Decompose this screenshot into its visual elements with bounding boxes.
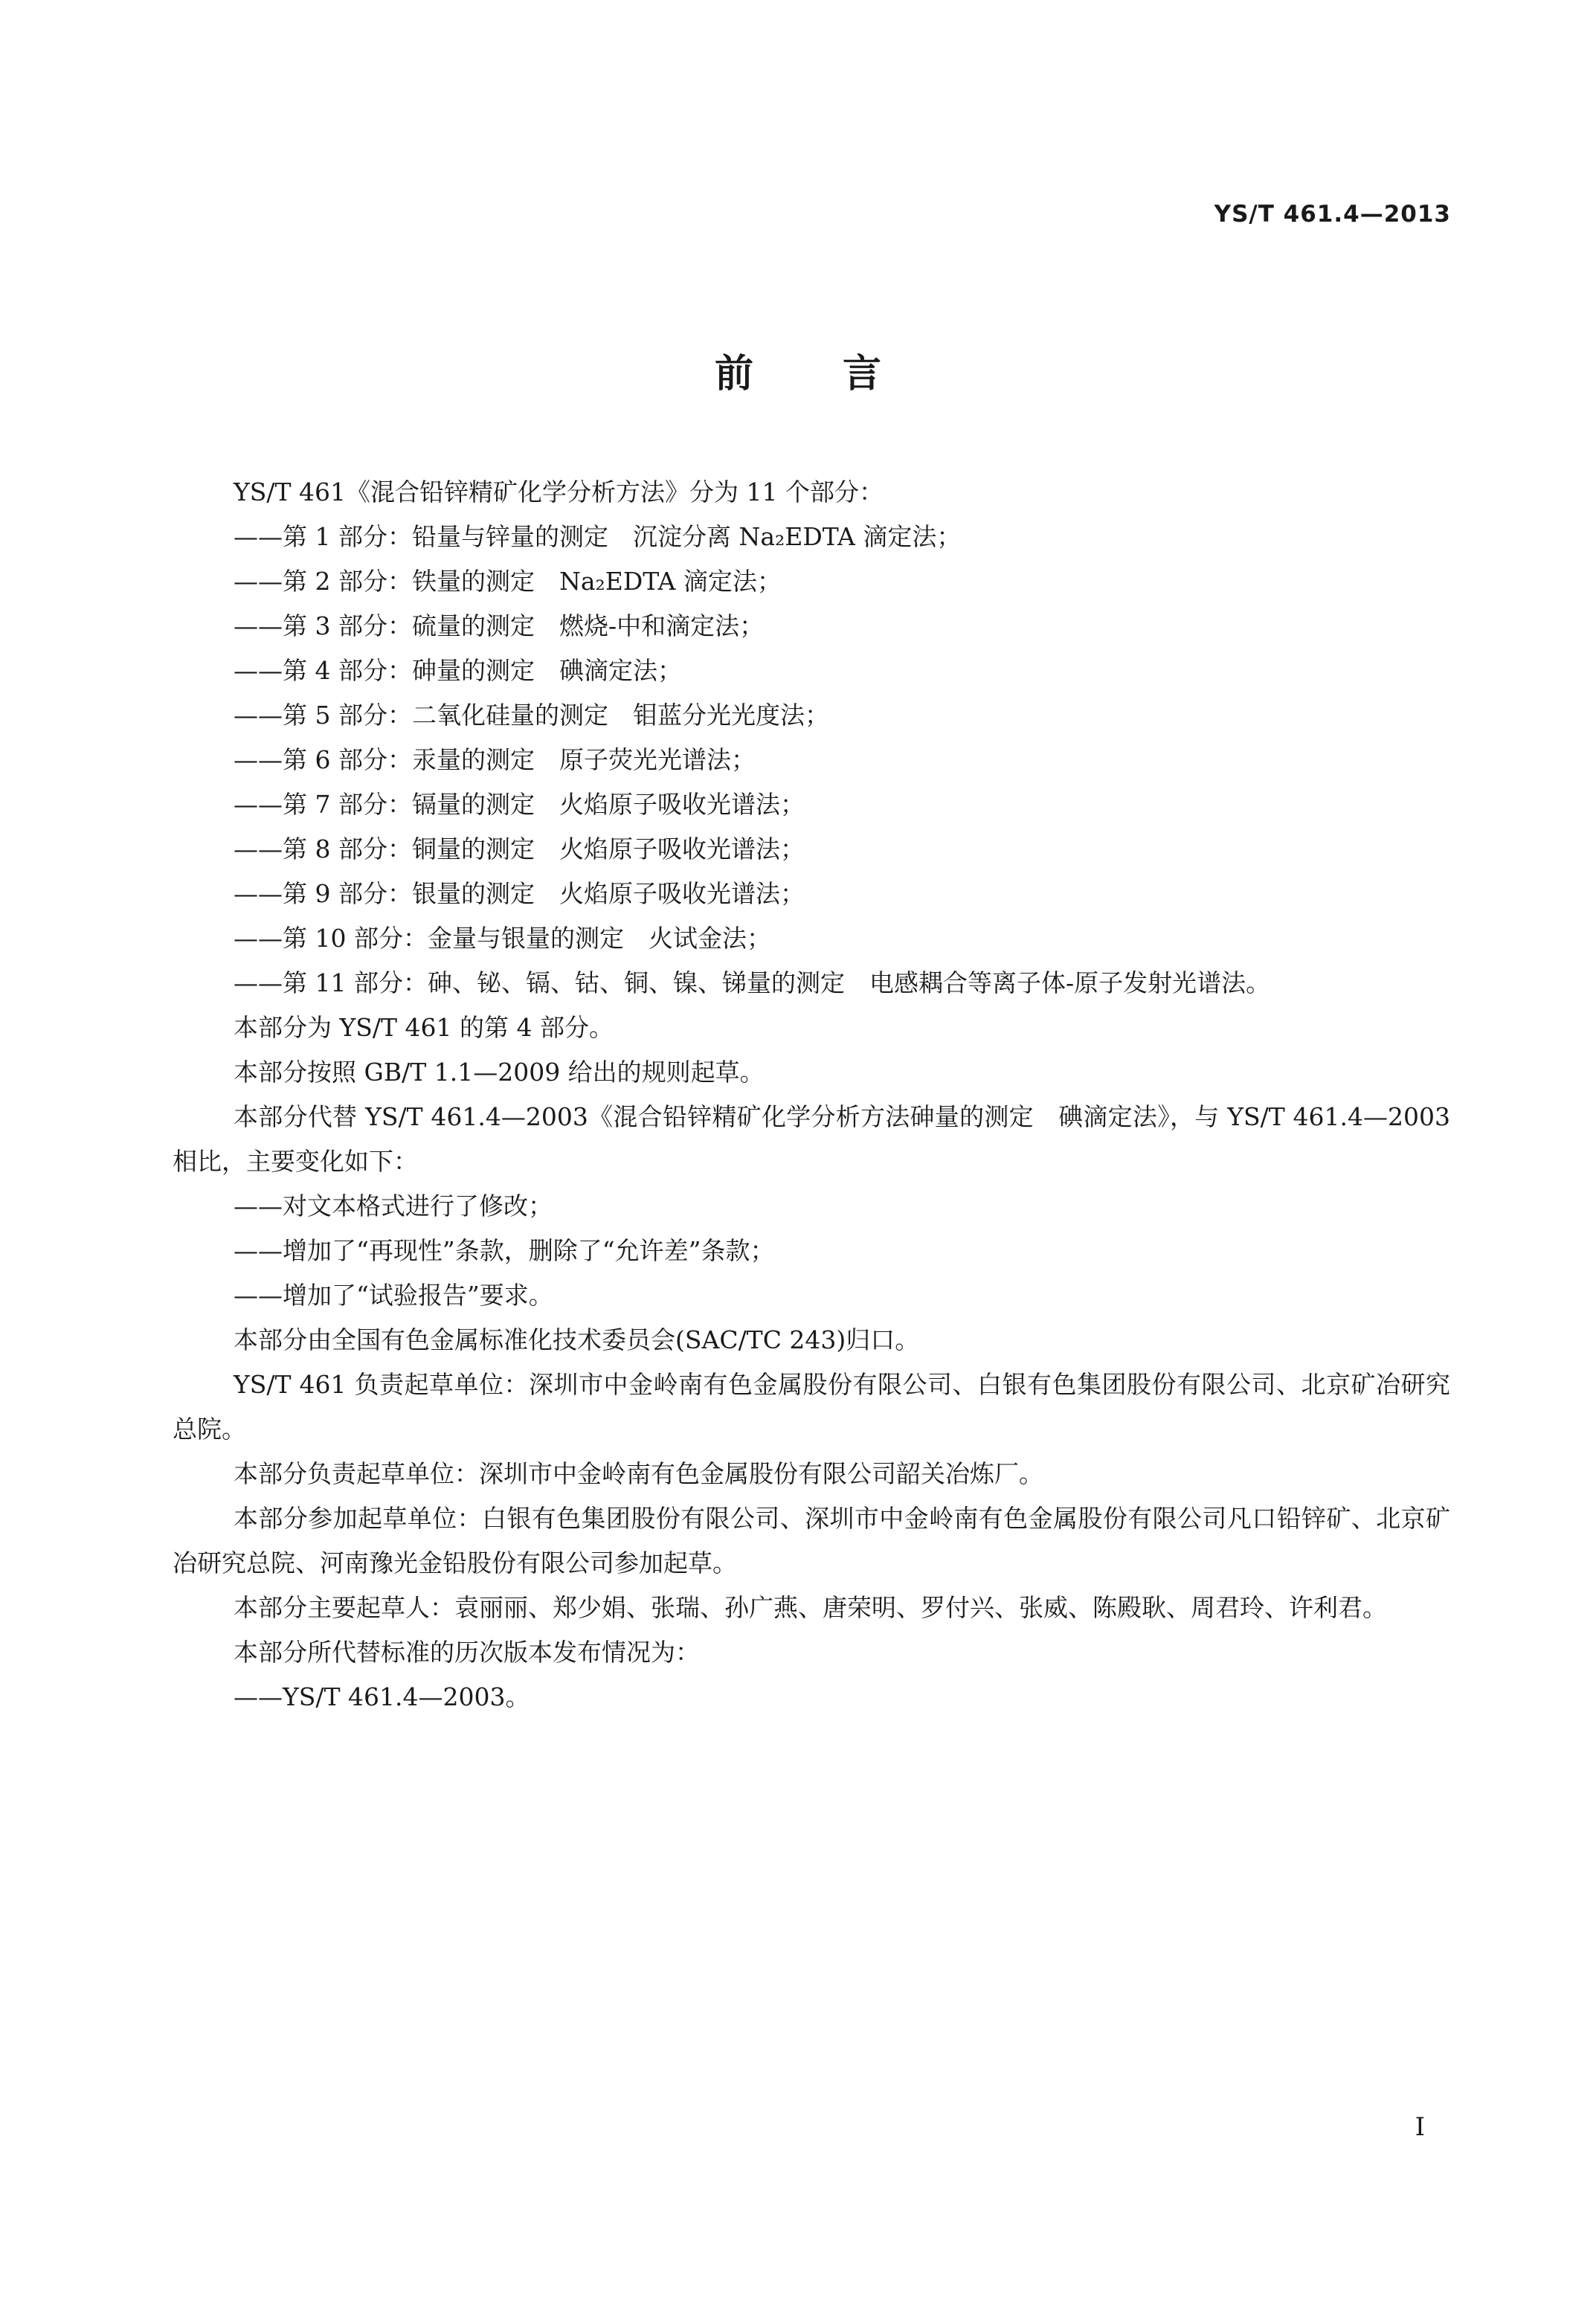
list-item-change-1: ——对文本格式进行了修改；: [234, 1191, 553, 1220]
list-item-part-6: ——第 6 部分：汞量的测定 原子荧光光谱法；: [234, 745, 756, 774]
list-item-part-2: ——第 2 部分：铁量的测定 Na₂EDTA 滴定法；: [234, 567, 782, 596]
foreword-body: [173, 470, 1450, 1720]
list-item-part-1: ——第 1 部分：铅量与锌量的测定 沉淀分离 Na₂EDTA 滴定法；: [234, 522, 962, 551]
list-item-part-11: ——第 11 部分：砷、铋、镉、钴、铜、镍、锑量的测定 电感耦合等离子体-原子发射光谱法。: [234, 968, 1271, 997]
paragraph-committee: 本部分由全国有色金属标准化技术委员会(SAC/TC 243)归口。: [234, 1325, 920, 1354]
paragraph-participating-units: 本部分参加起草单位：白银有色集团股份有限公司、深圳市中金岭南有色金属股份有限公司凡口铅锌矿、北京矿冶研究总院、河南豫光金铅股份有限公司参加起草。: [173, 1504, 1450, 1577]
paragraph-part-responsible-unit: 本部分负责起草单位：深圳市中金岭南有色金属股份有限公司韶关冶炼厂。: [234, 1459, 1043, 1488]
list-item-history-1: ——YS/T 461.4—2003。: [234, 1682, 530, 1711]
paragraph-intro: YS/T 461《混合铅锌精矿化学分析方法》分为 11 个部分：: [234, 477, 884, 506]
list-item-part-5: ——第 5 部分：二氧化硅量的测定 钼蓝分光光度法；: [234, 701, 829, 730]
paragraph-responsible-units: YS/T 461 负责起草单位：深圳市中金岭南有色金属股份有限公司、白银有色集团股份有限公司、北京矿冶研究总院。: [173, 1370, 1450, 1444]
list-item-part-4: ——第 4 部分：砷量的测定 碘滴定法；: [234, 656, 682, 685]
list-item-part-7: ——第 7 部分：镉量的测定 火焰原子吸收光谱法；: [234, 790, 805, 819]
list-item-part-9: ——第 9 部分：银量的测定 火焰原子吸收光谱法；: [234, 879, 805, 908]
standard-code: YS/T 461.4—2013: [1214, 201, 1451, 228]
paragraph-drafters: 本部分主要起草人：袁丽丽、郑少娟、张瑞、孙广燕、唐荣明、罗付兴、张威、陈殿耿、周君玲、许利君。: [234, 1593, 1387, 1622]
page-number: I: [1415, 2112, 1425, 2142]
page-title: 前言: [714, 352, 971, 396]
list-item-part-3: ——第 3 部分：硫量的测定 燃烧-中和滴定法；: [234, 611, 765, 640]
list-item-part-8: ——第 8 部分：铜量的测定 火焰原子吸收光谱法；: [234, 834, 805, 863]
paragraph-drafting-rules: 本部分按照 GB/T 1.1—2009 给出的规则起草。: [234, 1058, 765, 1087]
list-item-part-10: ——第 10 部分：金量与银量的测定 火试金法；: [234, 924, 771, 953]
paragraph-history: 本部分所代替标准的历次版本发布情况为：: [234, 1638, 700, 1667]
list-item-change-2: ——增加了“再现性”条款，删除了“允许差”条款；: [234, 1236, 775, 1265]
paragraph-replaces: 本部分代替 YS/T 461.4—2003《混合铅锌精矿化学分析方法砷量的测定 碘滴定法》，与 YS/T 461.4—2003相比，主要变化如下：: [173, 1102, 1450, 1176]
list-item-change-3: ——增加了“试验报告”要求。: [234, 1281, 553, 1310]
paragraph-part-statement: 本部分为 YS/T 461 的第 4 部分。: [234, 1013, 614, 1042]
